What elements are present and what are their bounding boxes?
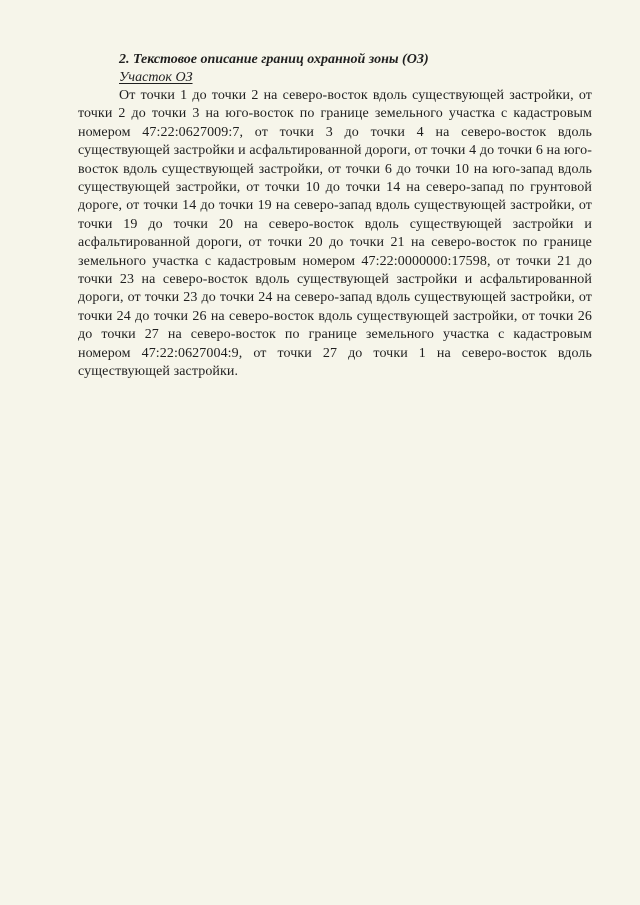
document-content xyxy=(78,51,592,382)
section-title: 2. Текстовое описание границ охранной зоны (ОЗ) xyxy=(119,52,429,67)
boundary-description-paragraph: От точки 1 до точки 2 на северо-восток вдоль существующей застройки, от точки 2 до точки 3 на юго-восток по границе земельного участка с кадастровым номером 47:22:0627009:7, от точки 3 до точки 4 на северо-восток вдоль существующей застройки и асфальтированной дороги, от точки 4 до точки 6 на юго-восток вдоль существующей застройки, от точки 6 до точки 10 на юго-запад вдоль существующей застройки, от точки 10 до точки 14 на северо-запад по грунтовой дороге, от точки 14 до точки 19 на северо-запад вдоль существующей застройки, от точки 19 до точки 20 на северо-восток вдоль существующей застройки и асфальтированной дороги, от точки 20 до точки 21 на северо-восток по границе земельного участка с кадастровым номером 47:22:0000000:17598, от точки 21 до точки 23 на северо-восток вдоль существующей застройки и асфальтированной дороги, от точки 23 до точки 24 на северо-запад вдоль существующей застройки, от точки 24 до точки 26 на северо-восток вдоль существующей застройки, от точки 26 до точки 27 на северо-восток по границе земельного участка с кадастровым номером 47:22:0627004:9, от точки 27 до точки 1 на северо-восток вдоль существующей застройки. xyxy=(78,88,592,380)
subsection-title: Участок ОЗ xyxy=(119,70,193,85)
